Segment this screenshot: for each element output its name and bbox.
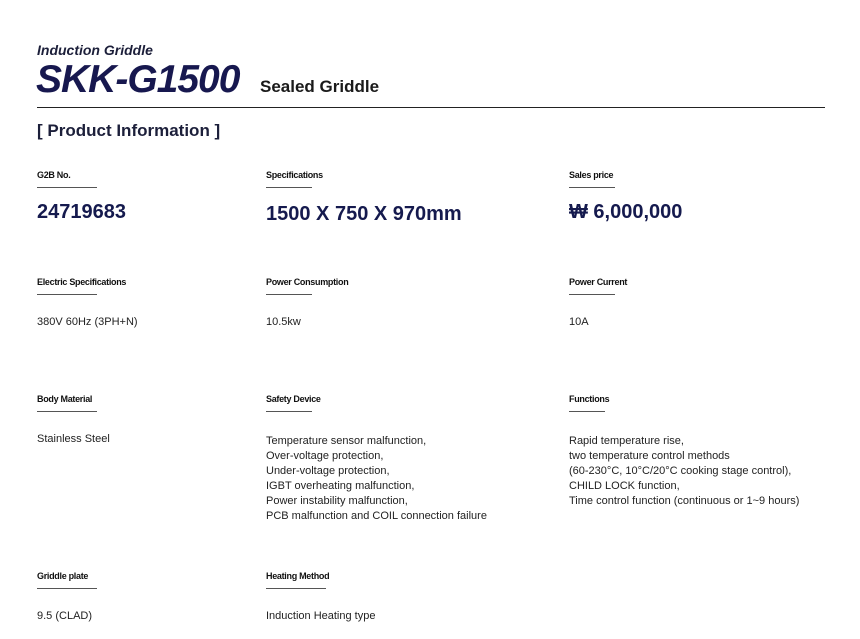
spec-label: Safety Device: [266, 394, 321, 404]
spec-rule: [569, 411, 605, 412]
spec-label: Power Current: [569, 277, 628, 287]
spec-value: Stainless Steel: [37, 433, 110, 445]
spec-value: ₩ 6,000,000: [569, 201, 683, 223]
spec-value: [569, 434, 799, 509]
spec-heating-method: [266, 571, 375, 624]
spec-value: [266, 434, 487, 524]
spec-value-line: Under-voltage protection,: [266, 465, 390, 477]
spec-value-line: IGBT overheating malfunction,: [266, 480, 415, 492]
spec-rule: [266, 294, 312, 295]
spec-value: 380V 60Hz (3PH+N): [37, 316, 138, 328]
spec-rule: [37, 294, 97, 295]
spec-label: Electric Specifications: [37, 277, 127, 287]
spec-label: Body Material: [37, 394, 93, 404]
spec-electric: [37, 277, 138, 330]
spec-power-consumption: [266, 277, 348, 330]
spec-value: 9.5 (CLAD): [37, 610, 93, 622]
spec-rule: [37, 411, 97, 412]
spec-label: Power Consumption: [266, 277, 349, 287]
spec-value-line: PCB malfunction and COIL connection failure: [266, 510, 487, 522]
spec-value: 10.5kw: [266, 316, 301, 328]
spec-rule: [569, 187, 615, 188]
spec-rule: [37, 187, 97, 188]
model-number: SKK-G1500: [36, 58, 240, 101]
section-title: [ Product Information ]: [37, 121, 221, 140]
spec-rule: [266, 187, 312, 188]
spec-functions: [569, 394, 799, 509]
spec-value-line: Temperature sensor malfunction,: [266, 435, 427, 447]
spec-g2b: [37, 170, 126, 224]
spec-value-line: CHILD LOCK function,: [569, 480, 680, 492]
spec-safety-device: [266, 394, 487, 524]
header-divider: [37, 107, 825, 108]
spec-value: 10A: [569, 316, 589, 328]
spec-label: Functions: [569, 394, 610, 404]
spec-rule: [569, 294, 615, 295]
spec-value-line: Rapid temperature rise,: [569, 435, 684, 447]
spec-label: Sales price: [569, 170, 614, 180]
spec-rule: [266, 411, 312, 412]
spec-value-line: two temperature control methods: [569, 450, 730, 462]
spec-value-line: Time control function (continuous or 1~9 hours): [569, 495, 800, 507]
spec-value: 24719683: [37, 201, 126, 223]
spec-body-material: [37, 394, 110, 447]
spec-rule: [266, 588, 326, 589]
spec-value-line: Over-voltage protection,: [266, 450, 384, 462]
spec-value-line: (60-230°C, 10°C/20°C cooking stage control),: [569, 465, 792, 477]
spec-rule: [37, 588, 97, 589]
product-type: Sealed Griddle: [260, 77, 380, 96]
spec-label: Heating Method: [266, 571, 330, 581]
spec-value-line: Power instability malfunction,: [266, 495, 408, 507]
spec-label: Specifications: [266, 170, 323, 180]
product-subtitle: Induction Griddle: [37, 42, 153, 58]
spec-value: Induction Heating type: [266, 610, 376, 622]
spec-label: G2B No.: [37, 170, 71, 180]
spec-power-current: [569, 277, 627, 330]
spec-specifications: [266, 170, 462, 226]
spec-label: Griddle plate: [37, 571, 89, 581]
spec-value: 1500 X 750 X 970mm: [266, 203, 462, 225]
spec-sales-price: [569, 170, 682, 224]
spec-griddle-plate: [37, 571, 97, 624]
